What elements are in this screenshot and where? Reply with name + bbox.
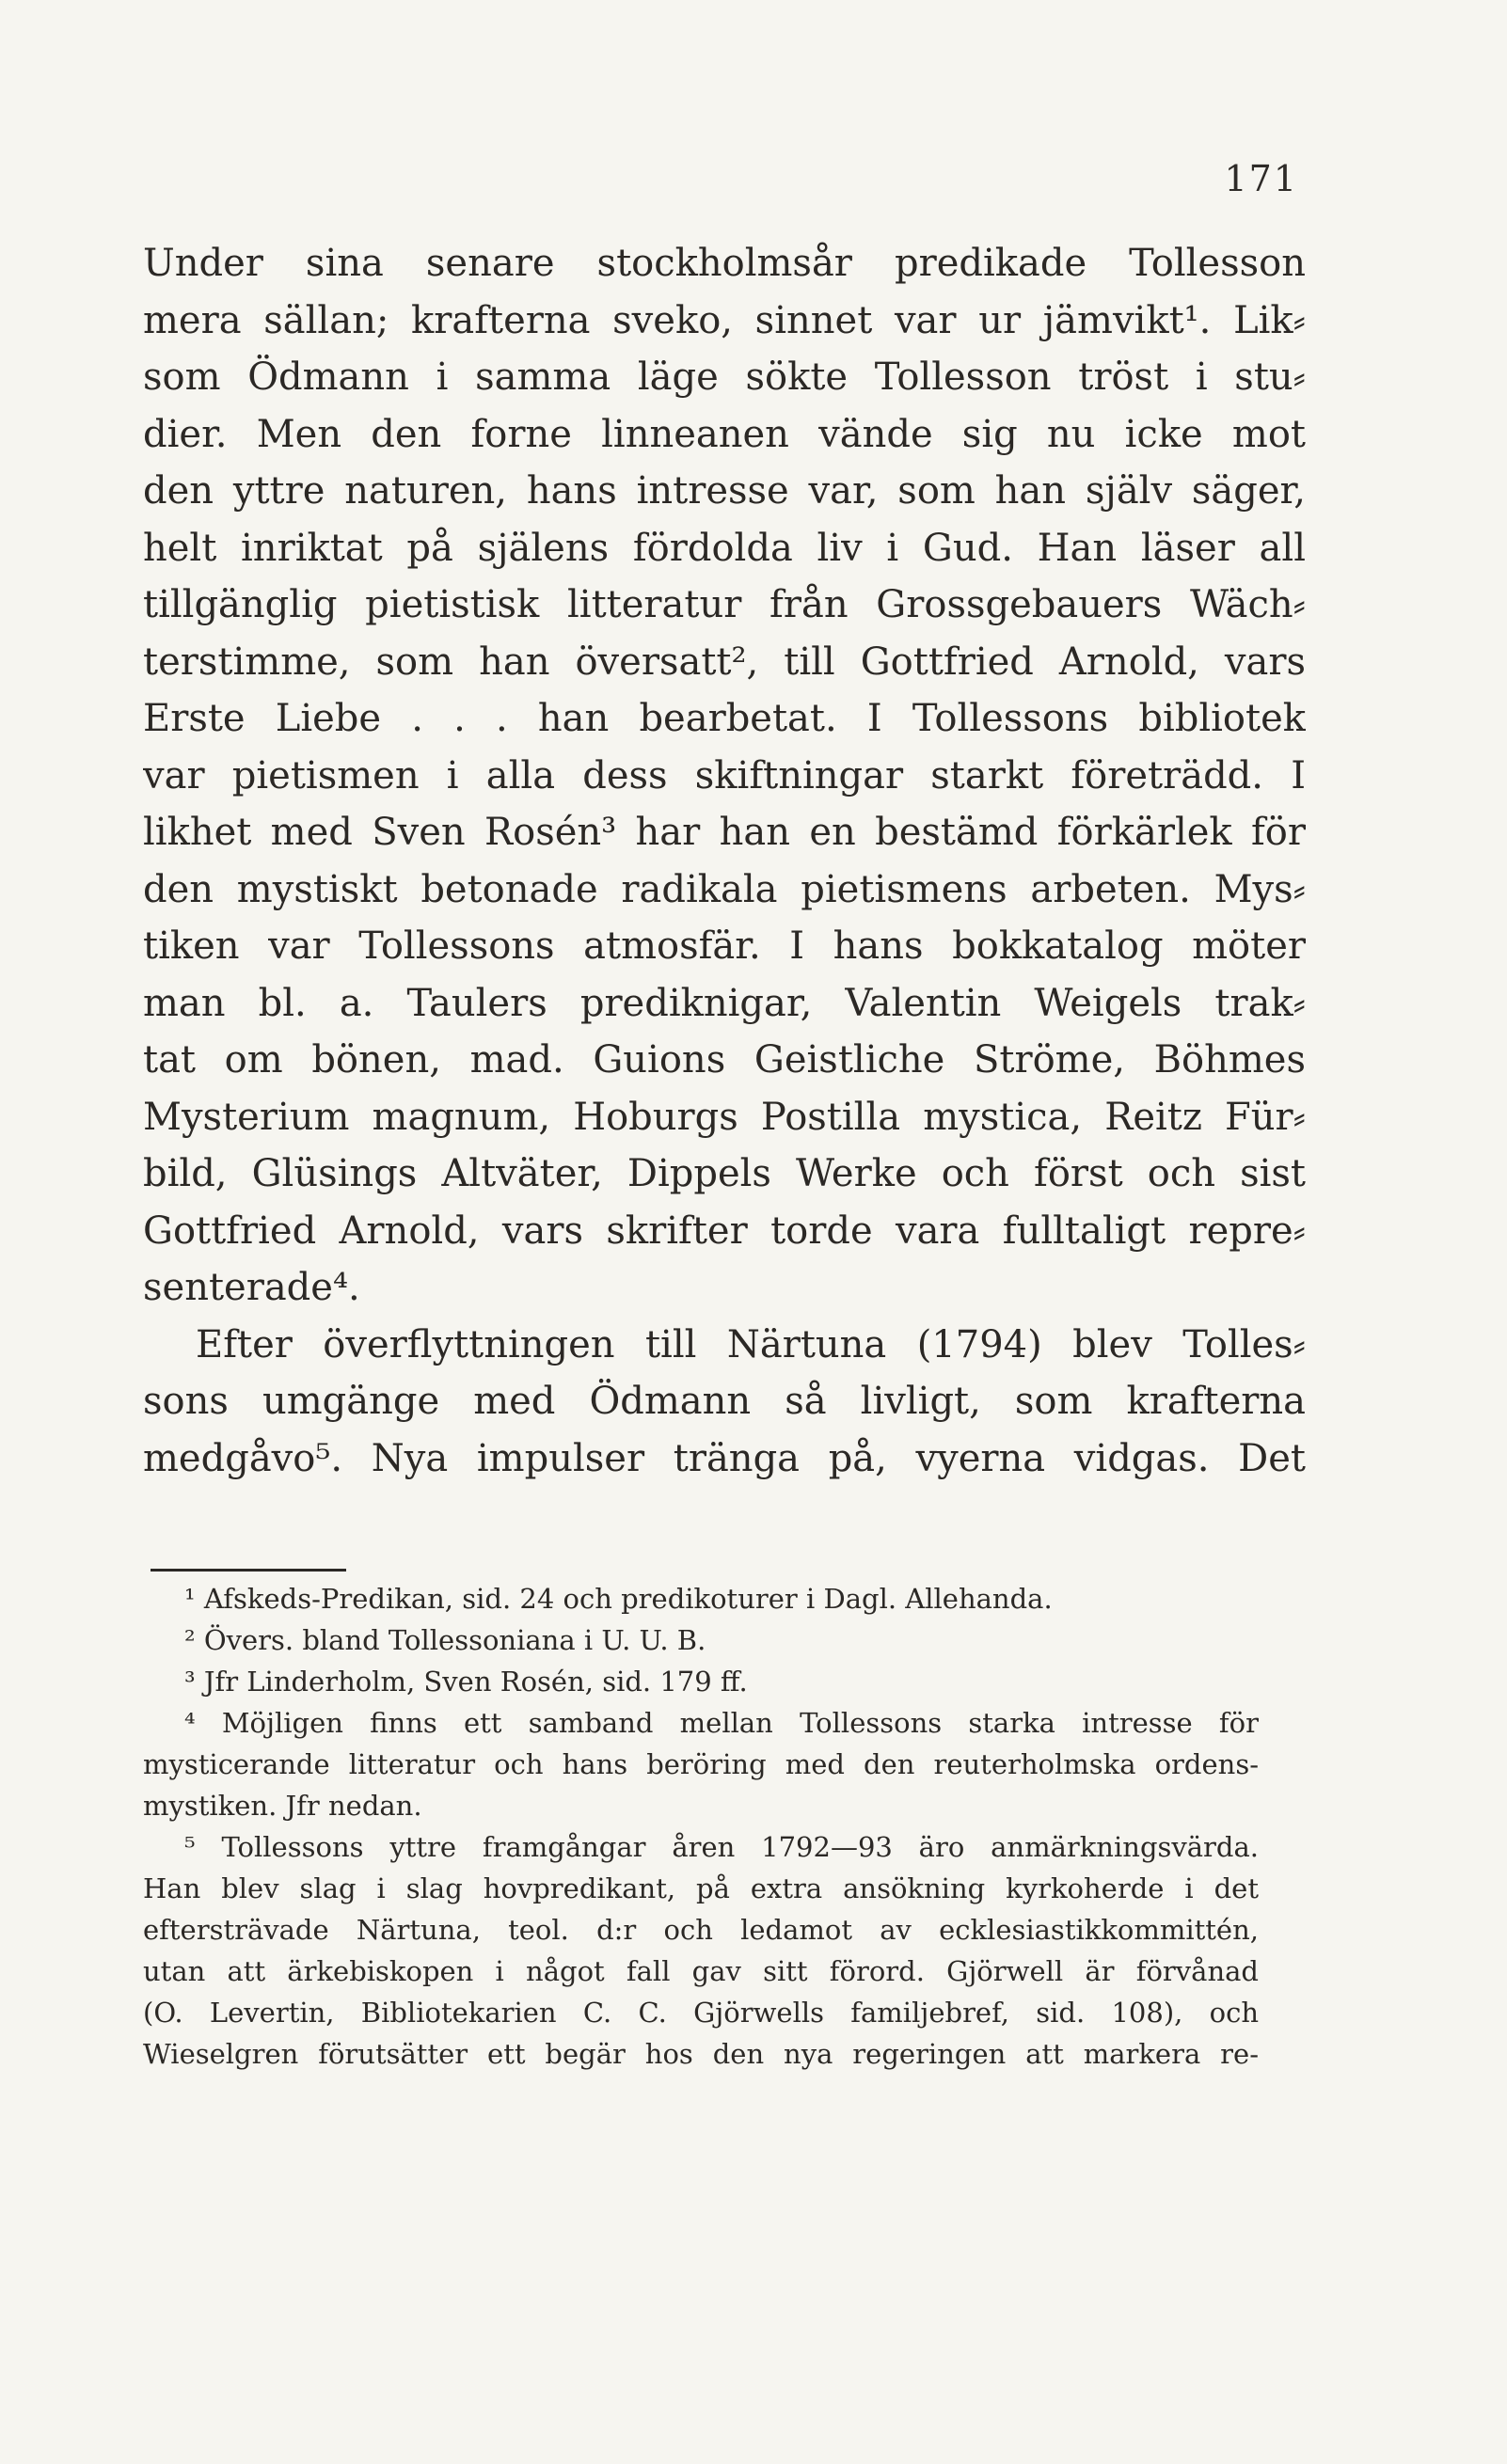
- footnote-line: Wieselgren förutsätter ett begär hos den nya regeringen att markera re-: [143, 2038, 1259, 2070]
- footnote-line: Han blev slag i slag hovpredikant, på extra ansökning kyrkoherde i det: [143, 1872, 1259, 1904]
- body-line: tillgänglig pietistisk litteratur från Grossgebauers Wäch⸗: [143, 583, 1306, 626]
- footnote-line: ¹ Afskeds-Predikan, sid. 24 och predikoturer i Dagl. Allehanda.: [184, 1583, 1053, 1615]
- body-line: sons umgänge med Ödmann så livligt, som krafterna: [143, 1380, 1306, 1423]
- footnote-divider: [151, 1569, 346, 1572]
- footnote-line: ³ Jfr Linderholm, Sven Rosén, sid. 179 ff.: [184, 1666, 748, 1698]
- footnote-line: (O. Levertin, Bibliotekarien C. C. Gjörwells familjebref, sid. 108), och: [143, 1997, 1259, 2029]
- footnote-line: eftersträvade Närtuna, teol. d:r och ledamot av ecklesiastikkommittén,: [143, 1914, 1259, 1946]
- footnote-line: ⁵ Tollessons yttre framgångar åren 1792—93 äro anmärkningsvärda.: [184, 1831, 1259, 1863]
- body-line: likhet med Sven Rosén³ har han en bestämd förkärlek för: [143, 811, 1306, 854]
- footnote-line: mystiken. Jfr nedan.: [143, 1790, 422, 1822]
- body-line: Gottfried Arnold, vars skrifter torde vara fulltaligt repre⸗: [143, 1208, 1306, 1253]
- body-line: Under sina senare stockholmsår predikade Tollesson: [143, 242, 1306, 285]
- body-line: den mystiskt betonade radikala pietismens arbeten. Mys⸗: [143, 867, 1306, 911]
- body-line: tat om bönen, mad. Guions Geistliche Ströme, Böhmes: [143, 1038, 1306, 1082]
- body-line: helt inriktat på själens fördolda liv i Gud. Han läser all: [143, 526, 1306, 570]
- body-line: var pietismen i alla dess skiftningar starkt företrädd. I: [143, 753, 1306, 798]
- footnote-line: ⁴ Möjligen finns ett samband mellan Tollessons starka intresse för: [184, 1707, 1259, 1739]
- body-line: bild, Glüsings Altväter, Dippels Werke och först och sist: [143, 1152, 1306, 1195]
- footnote-line: mysticerande litteratur och hans beröring med den reuterholmska ordens-: [143, 1748, 1259, 1780]
- footnote-line: ² Övers. bland Tollessoniana i U. U. B.: [184, 1624, 706, 1656]
- body-line: Efter överflyttningen till Närtuna (1794) blev Tolles⸗: [196, 1322, 1306, 1366]
- body-line: som Ödmann i samma läge sökte Tollesson tröst i stu⸗: [143, 355, 1306, 399]
- body-line: mera sällan; krafterna sveko, sinnet var ur jämvikt¹. Lik⸗: [143, 298, 1306, 342]
- body-line: Mysterium magnum, Hoburgs Postilla mystica, Reitz Für⸗: [143, 1095, 1306, 1139]
- body-line: den yttre naturen, hans intresse var, som han själv säger,: [143, 469, 1306, 513]
- footnote-line: utan att ärkebiskopen i något fall gav sitt förord. Gjörwell är förvånad: [143, 1955, 1259, 1987]
- body-line: terstimme, som han översatt², till Gottfried Arnold, vars: [143, 640, 1306, 684]
- body-text: [143, 235, 1306, 1487]
- footnotes: [143, 1578, 1259, 2075]
- page-number: 171: [1224, 158, 1298, 199]
- body-line: tiken var Tollessons atmosfär. I hans bokkatalog möter: [143, 924, 1306, 968]
- body-line: senterade⁴.: [143, 1266, 360, 1309]
- body-line: medgåvo⁵. Nya impulser tränga på, vyerna vidgas. Det: [143, 1436, 1306, 1480]
- body-line: Erste Liebe . . . han bearbetat. I Tollessons bibliotek: [143, 697, 1306, 740]
- body-line: dier. Men den forne linneanen vände sig nu icke mot: [143, 412, 1306, 456]
- body-line: man bl. a. Taulers prediknigar, Valentin Weigels trak⸗: [143, 981, 1306, 1025]
